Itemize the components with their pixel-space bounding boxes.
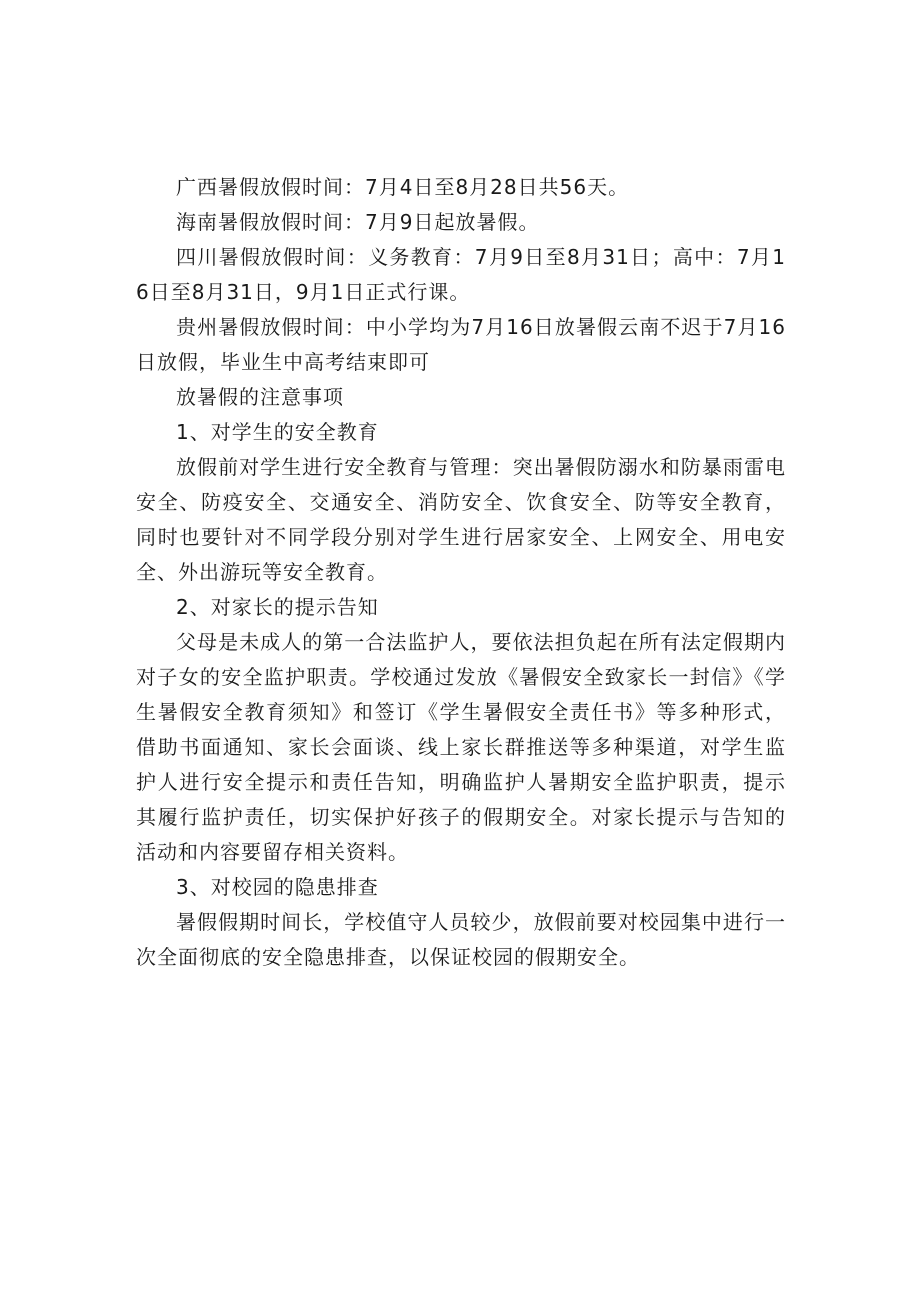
sichuan-paragraph: 四川暑假放假时间：义务教育：7月9日至8月31日；高中：7月16日至8月31日，9月1日正式行课。 — [136, 245, 786, 304]
section-3-body: 暑假假期时间长，学校值守人员较少，放假前要对校园集中进行一次全面彻底的安全隐患排查，以保证校园的假期安全。 — [136, 910, 786, 969]
section-3-heading: 3、对校园的隐患排查 — [176, 875, 379, 899]
precautions-heading: 放暑假的注意事项 — [176, 385, 344, 409]
section-2-body: 父母是未成人的第一合法监护人，要依法担负起在所有法定假期内对子女的安全监护职责。学校通过发放《暑假安全致家长一封信》《学生暑假安全教育须知》和签订《学生暑假安全责任书》等多种形式，借助书面通知、家长会面谈、线上家长群推送等多种渠道，对学生监护人进行安全提示和责任告知，明确监护人暑期安全监护职责，提示其履行监护责任，切实保护好孩子的假期安全。对家长提示与告知的活动和内容要留存相关资料。 — [136, 630, 786, 864]
document-body — [136, 170, 786, 975]
section-1-heading: 1、对学生的安全教育 — [176, 420, 379, 444]
guizhou-paragraph: 贵州暑假放假时间：中小学均为7月16日放暑假云南不迟于7月16日放假，毕业生中高考结束即可 — [136, 315, 786, 374]
section-1-body: 放假前对学生进行安全教育与管理：突出暑假防溺水和防暴雨雷电安全、防疫安全、交通安全、消防安全、饮食安全、防等安全教育，同时也要针对不同学段分别对学生进行居家安全、上网安全、用电安全、外出游玩等安全教育。 — [136, 455, 786, 584]
hainan-paragraph: 海南暑假放假时间：7月9日起放暑假。 — [176, 210, 540, 234]
guangxi-paragraph: 广西暑假放假时间：7月4日至8月28日共56天。 — [176, 175, 630, 199]
section-2-heading: 2、对家长的提示告知 — [176, 595, 379, 619]
